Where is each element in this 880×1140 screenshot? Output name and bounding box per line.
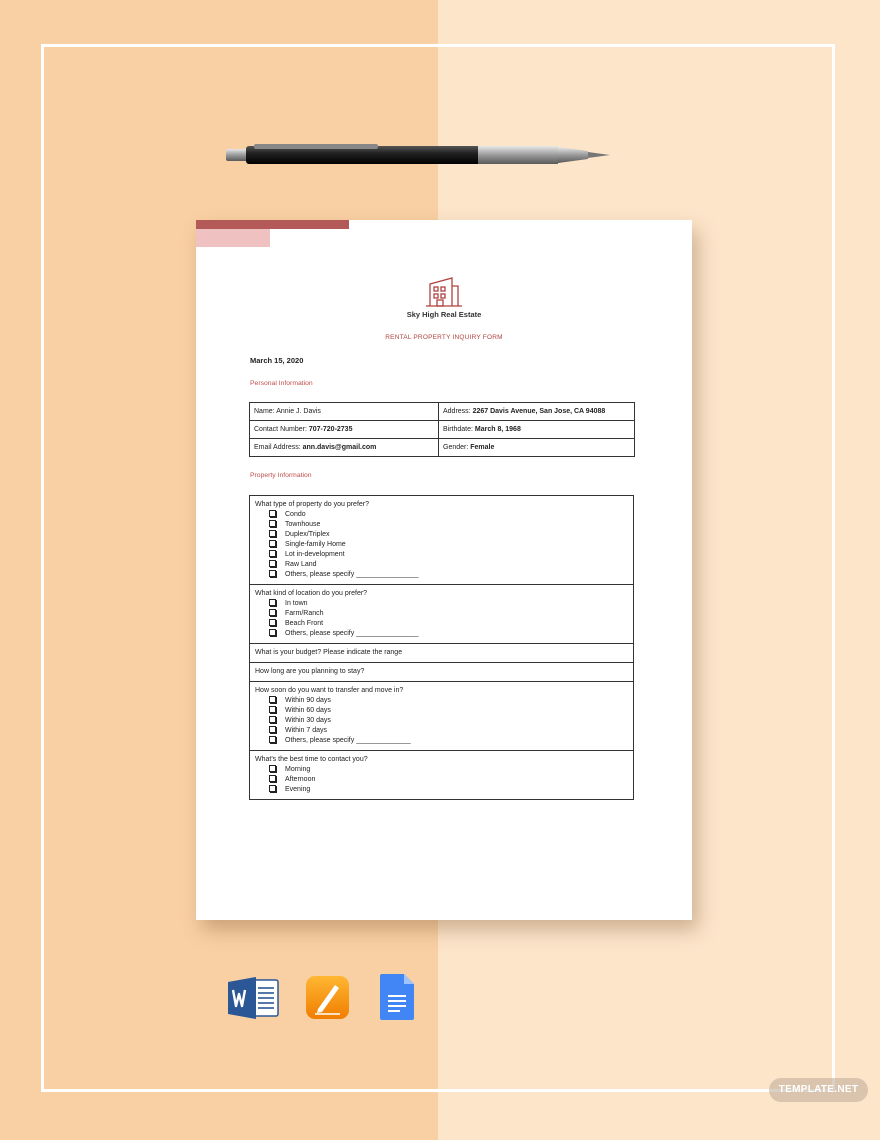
address-value: 2267 Davis Avenue, San Jose, CA 94088 [472, 408, 606, 415]
checkbox-icon[interactable] [269, 775, 276, 782]
checkbox-icon[interactable] [269, 560, 276, 567]
birthdate-cell [439, 421, 635, 439]
checkbox-icon[interactable] [269, 736, 276, 743]
name-cell [250, 403, 439, 421]
option-item [255, 619, 628, 629]
option-item [255, 520, 628, 530]
gender-value: Female [470, 444, 495, 451]
question-text: What kind of location do you prefer? [255, 590, 368, 597]
pen-icon [222, 140, 614, 170]
option-label: Townhouse [285, 521, 321, 528]
personal-section-heading: Personal Information [250, 380, 313, 387]
google-docs-icon [380, 974, 414, 1020]
checkbox-icon[interactable] [269, 599, 276, 606]
checkbox-icon[interactable] [269, 530, 276, 537]
option-item [255, 599, 628, 609]
question-row [250, 750, 633, 799]
contact-value: 707-720-2735 [308, 426, 353, 433]
option-item [255, 775, 628, 785]
checkbox-icon[interactable] [269, 765, 276, 772]
option-item [255, 716, 628, 726]
property-section-heading: Property Information [250, 472, 312, 479]
question-text: What is your budget? Please indicate the range [255, 649, 403, 656]
option-label: Condo [285, 511, 306, 518]
option-item [255, 609, 628, 619]
option-item [255, 706, 628, 716]
option-item [255, 726, 628, 736]
option-label: Within 30 days [285, 717, 331, 724]
question-text: What type of property do you prefer? [255, 501, 370, 508]
personal-info-table [249, 402, 635, 457]
option-label: Raw Land [285, 561, 317, 568]
option-label: In town [285, 600, 308, 607]
address-cell [439, 403, 635, 421]
question-row [250, 643, 633, 662]
contact-label: Contact Number: [254, 426, 307, 433]
pages-icon [305, 975, 350, 1020]
question-row [250, 584, 633, 643]
option-label: Morning [285, 766, 311, 773]
header-accent-bar [196, 220, 349, 229]
option-label: Duplex/Triplex [285, 531, 330, 538]
checkbox-icon[interactable] [269, 510, 276, 517]
option-item [255, 785, 628, 795]
option-item [255, 696, 628, 706]
checkbox-icon[interactable] [269, 570, 276, 577]
option-item [255, 510, 628, 520]
document-sheet [196, 220, 692, 920]
option-item [255, 570, 628, 580]
checkbox-icon[interactable] [269, 520, 276, 527]
checkbox-icon[interactable] [269, 696, 276, 703]
checkbox-icon[interactable] [269, 706, 276, 713]
birthdate-label: Birthdate: [443, 426, 473, 433]
question-text: How soon do you want to transfer and move in? [255, 687, 404, 694]
checkbox-icon[interactable] [269, 629, 276, 636]
name-value: Annie J. Davis [276, 408, 321, 415]
option-label: Within 60 days [285, 707, 331, 714]
option-label: Within 90 days [285, 697, 331, 704]
option-label: Others, please specify ________________ [285, 630, 419, 637]
option-label: Others, please specify ________________ [285, 571, 419, 578]
option-label: Others, please specify ______________ [285, 737, 411, 744]
word-icon [228, 976, 280, 1020]
email-cell [250, 439, 439, 457]
checkbox-icon[interactable] [269, 716, 276, 723]
question-text: How long are you planning to stay? [255, 668, 365, 675]
option-label: Beach Front [285, 620, 324, 627]
option-label: Afternoon [285, 776, 316, 783]
company-name: Sky High Real Estate [406, 310, 482, 319]
question-row [250, 662, 633, 681]
checkbox-icon[interactable] [269, 609, 276, 616]
option-label: Farm/Ranch [285, 610, 324, 617]
property-questions-table [249, 495, 634, 800]
checkbox-icon[interactable] [269, 726, 276, 733]
checkbox-icon[interactable] [269, 785, 276, 792]
checkbox-icon[interactable] [269, 540, 276, 547]
option-item [255, 540, 628, 550]
gender-cell [439, 439, 635, 457]
email-value: ann.davis@gmail.com [302, 444, 377, 451]
option-label: Lot in-development [285, 551, 345, 558]
option-item [255, 629, 628, 639]
form-title: RENTAL PROPERTY INQUIRY FORM [385, 334, 503, 341]
address-label: Address: [443, 408, 471, 415]
birthdate-value: March 8, 1968 [474, 426, 521, 433]
option-label: Single-family Home [285, 541, 346, 548]
checkbox-icon[interactable] [269, 550, 276, 557]
option-item [255, 530, 628, 540]
option-item [255, 560, 628, 570]
email-label: Email Address: [254, 444, 301, 451]
gender-label: Gender: [443, 444, 469, 451]
question-row [250, 681, 633, 750]
option-label: Evening [285, 786, 311, 793]
form-date: March 15, 2020 [250, 356, 304, 365]
header-accent-block [196, 229, 270, 247]
option-label: Within 7 days [285, 727, 328, 734]
option-item [255, 736, 628, 746]
option-item [255, 765, 628, 775]
question-row [250, 496, 633, 584]
checkbox-icon[interactable] [269, 619, 276, 626]
watermark-badge: TEMPLATE.NET [769, 1078, 868, 1102]
contact-cell [250, 421, 439, 439]
option-item [255, 550, 628, 560]
question-text: What's the best time to contact you? [255, 756, 368, 763]
building-logo-icon [424, 272, 464, 310]
name-label: Name: [254, 408, 275, 415]
